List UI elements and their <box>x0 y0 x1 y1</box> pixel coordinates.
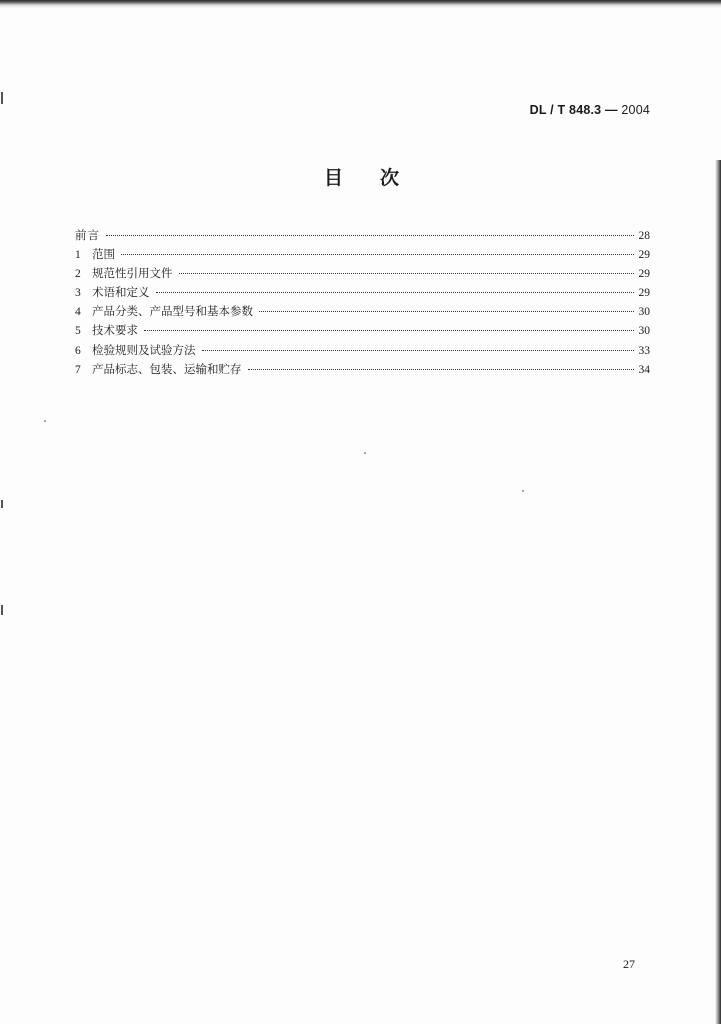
toc-entry-inspection-rules[interactable] <box>75 341 650 360</box>
toc-entry-page: 30 <box>638 325 650 338</box>
toc-entry-page: 28 <box>638 230 650 242</box>
toc-entry-number: 5 <box>75 325 81 338</box>
toc-entry-scope[interactable] <box>75 245 650 264</box>
toc-entry-terms-definitions[interactable] <box>75 283 650 302</box>
toc-dot-leader <box>156 292 635 293</box>
toc-entry-normative-references[interactable] <box>75 264 650 283</box>
toc-entry-title: 产品标志、包装、运输和贮存 <box>92 361 242 376</box>
toc-dot-leader <box>144 330 634 331</box>
standard-code-header <box>530 103 650 117</box>
toc-entry-page: 30 <box>638 306 650 319</box>
scan-speck <box>522 490 524 492</box>
scan-left-mark <box>1 605 3 615</box>
toc-entry-product-classification[interactable] <box>75 302 650 321</box>
toc-dot-leader <box>179 273 635 274</box>
toc-entry-page: 29 <box>638 268 650 281</box>
scan-speck <box>364 452 366 454</box>
standard-code: DL / T 848.3 — <box>529 103 618 117</box>
toc-entry-preface[interactable] <box>75 226 650 245</box>
toc-dot-leader <box>202 350 635 351</box>
scan-speck <box>44 420 46 422</box>
scan-left-mark <box>1 92 3 104</box>
toc-entry-title: 产品分类、产品型号和基本参数 <box>92 304 253 319</box>
toc-dot-leader <box>248 369 635 370</box>
toc-title: 目次 <box>324 167 437 189</box>
toc-entry-number: 1 <box>75 249 81 262</box>
scan-top-edge <box>0 0 721 8</box>
toc-entry-number: 4 <box>75 306 81 319</box>
toc-entry-technical-requirements[interactable] <box>75 321 650 340</box>
toc-entry-number: 3 <box>75 287 81 300</box>
toc-entry-page: 33 <box>638 344 650 357</box>
toc-entry-number: 2 <box>75 268 81 281</box>
toc-dot-leader <box>259 311 634 312</box>
toc-entry-number: 7 <box>75 363 81 376</box>
toc-entry-number: 6 <box>75 344 81 357</box>
toc-entry-title: 前言 <box>75 228 100 242</box>
toc-dot-leader <box>106 235 634 236</box>
toc-entry-title: 技术要求 <box>92 323 138 338</box>
toc-dot-leader <box>121 254 634 255</box>
scan-left-mark <box>1 500 3 508</box>
toc-entry-page: 29 <box>638 249 650 262</box>
toc-entry-title: 术语和定义 <box>92 285 150 300</box>
page-number: 27 <box>623 957 635 971</box>
scan-right-edge <box>715 160 721 1024</box>
toc-entry-title: 规范性引用文件 <box>92 266 173 281</box>
toc-entry-marking-packaging[interactable] <box>75 360 650 379</box>
standard-year: 2004 <box>621 103 650 117</box>
toc-entry-page: 34 <box>638 363 650 376</box>
toc-entry-title: 范围 <box>92 247 115 262</box>
toc-entry-page: 29 <box>638 287 650 300</box>
table-of-contents <box>75 226 650 379</box>
toc-entry-title: 检验规则及试验方法 <box>92 342 196 357</box>
